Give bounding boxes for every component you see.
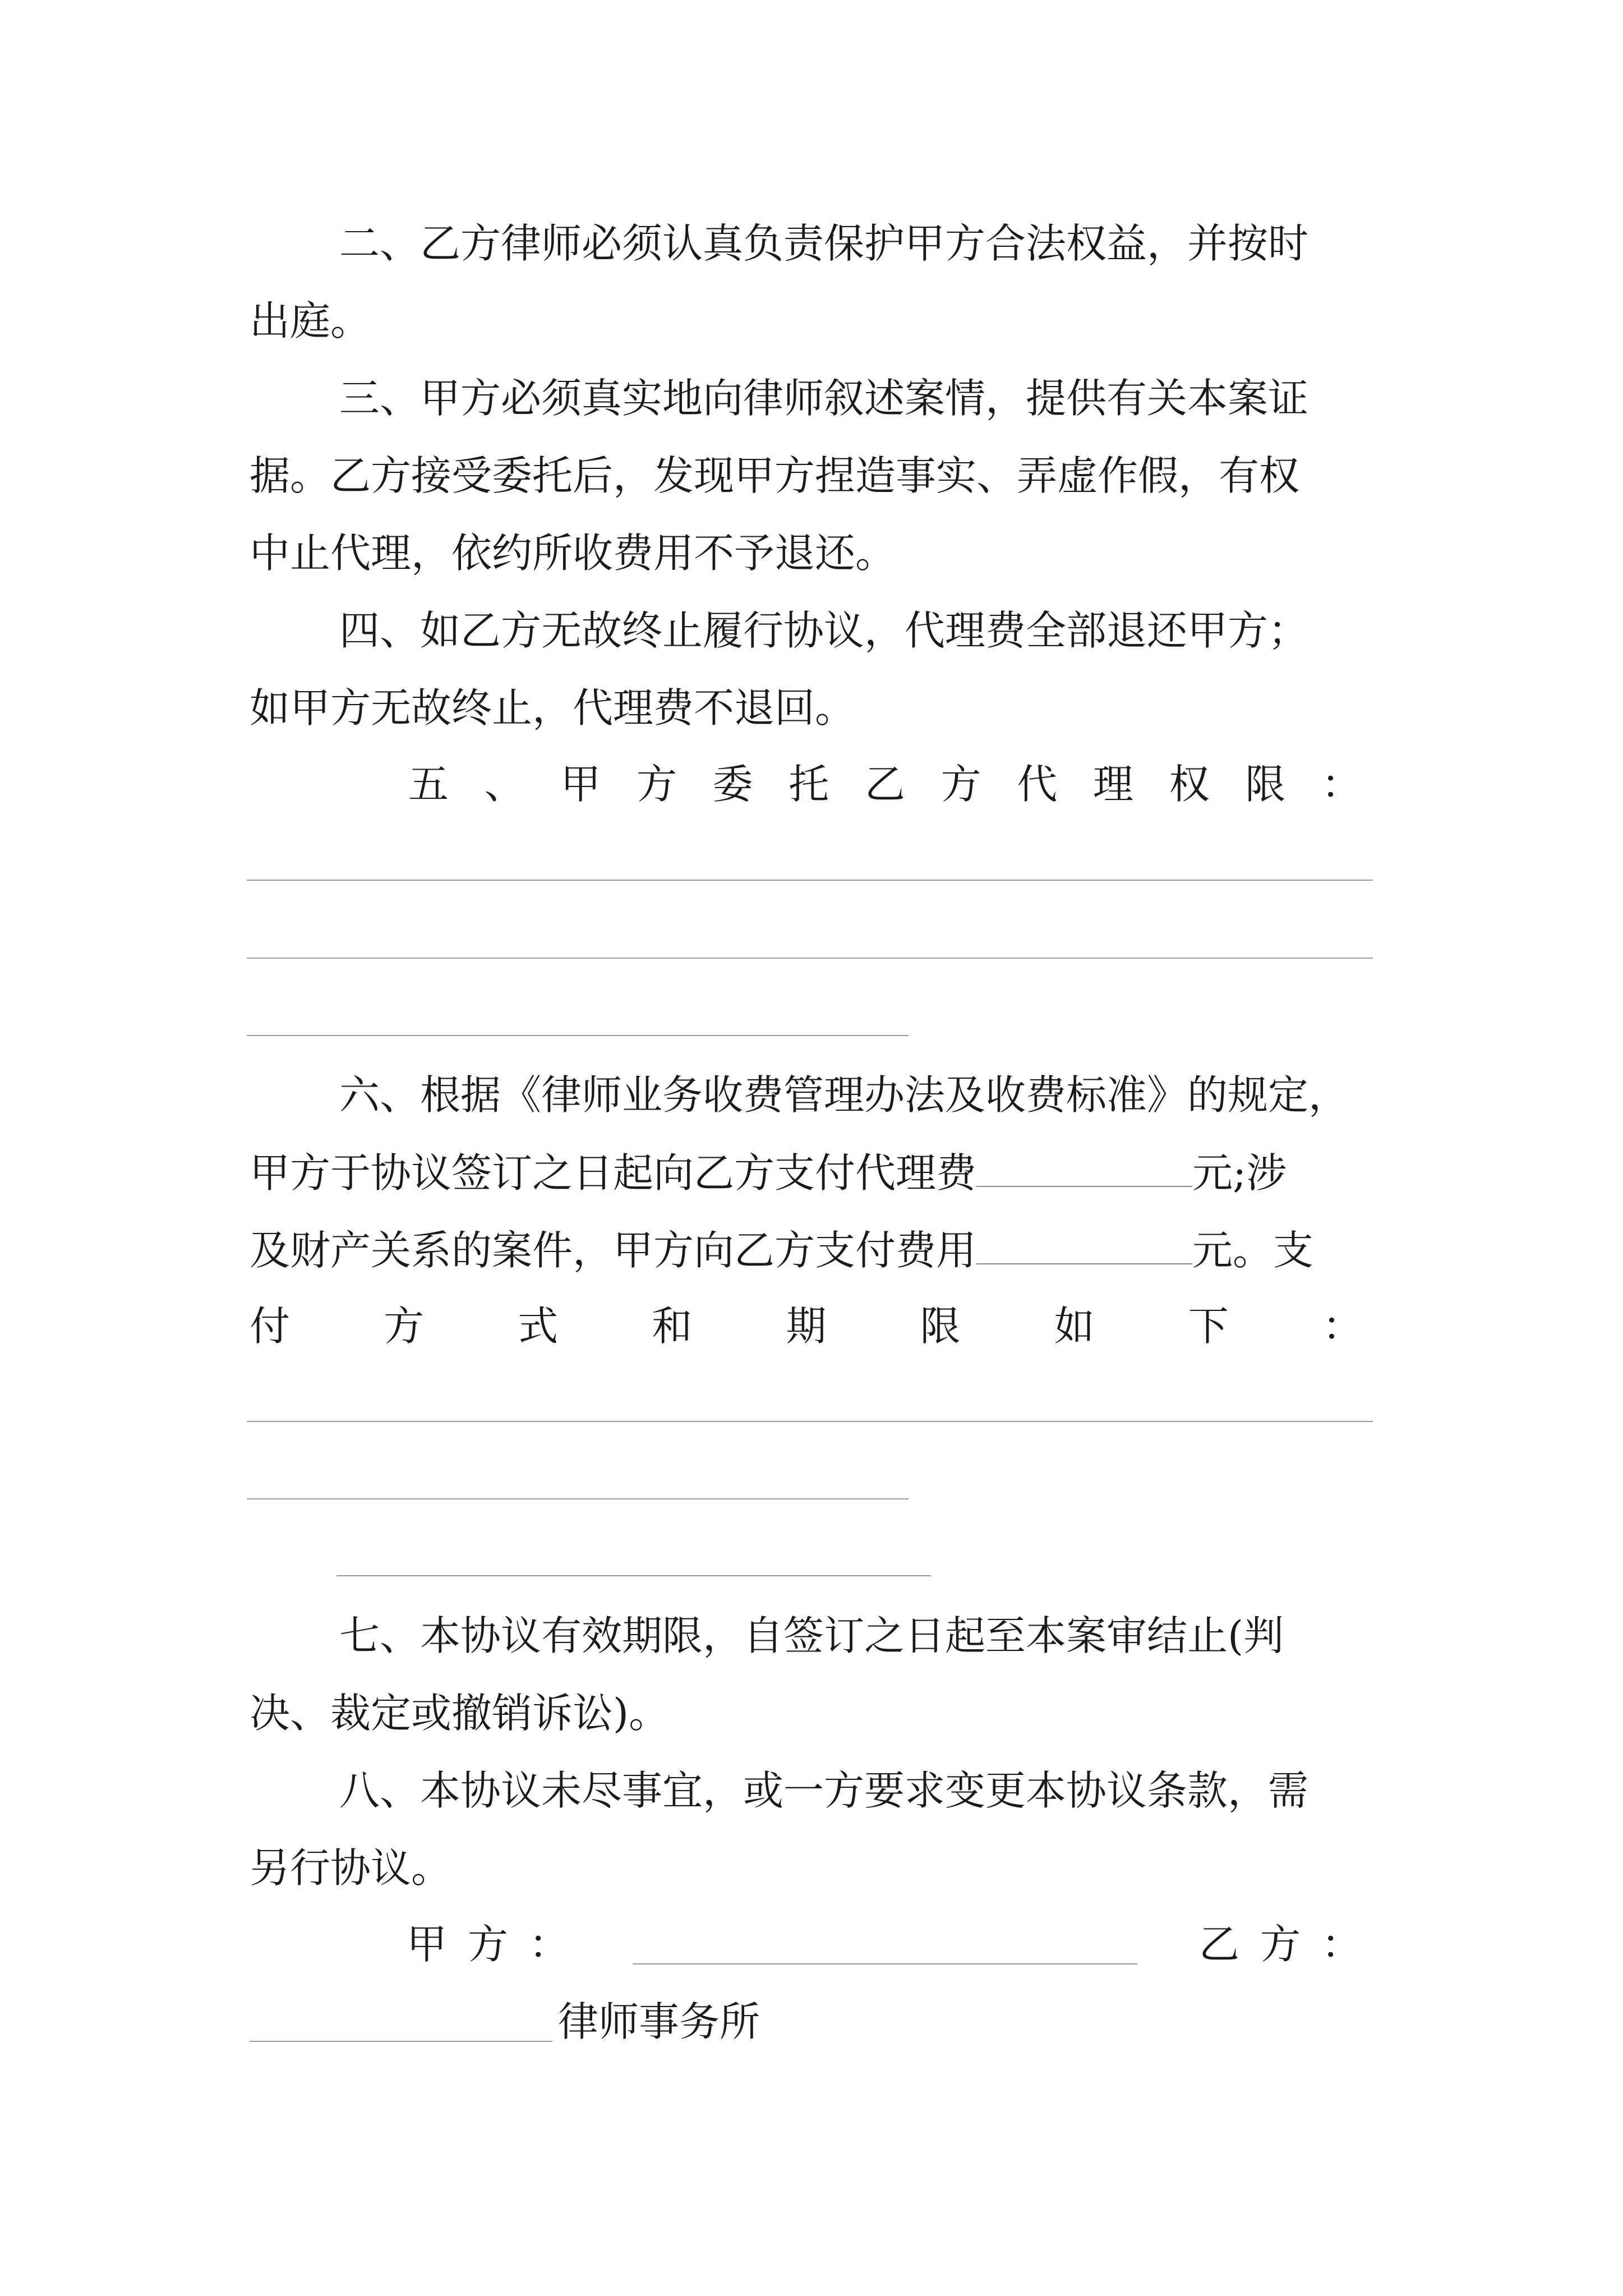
clause-5-char: 、 — [484, 761, 525, 808]
clause-3-line-1: 三、甲方必须真实地向律师叙述案情，提供有关本案证 — [339, 375, 1309, 422]
clause-5-char: 委 — [712, 761, 753, 808]
clause-5-char: 代 — [1017, 761, 1058, 808]
authority-blank-line-3[interactable] — [247, 1035, 909, 1036]
clause-6-text: 元;涉 — [1192, 1149, 1287, 1197]
clause-6-char: ： — [1322, 1303, 1363, 1350]
payment-blank-line-2[interactable] — [247, 1498, 909, 1499]
clause-6-line-1: 六、根据《律师业务收费管理办法及收费标准》的规定， — [339, 1071, 1349, 1119]
clause-3-line-2: 据。乙方接受委托后，发现甲方捏造事实、弄虚作假，有权 — [250, 452, 1300, 499]
payment-blank-line-3[interactable] — [336, 1575, 931, 1576]
clause-5-char: ： — [1321, 761, 1362, 808]
clause-6-char: 如 — [1054, 1303, 1095, 1350]
clause-2-line-2: 出庭。 — [250, 297, 371, 344]
clause-6-char: 式 — [518, 1303, 559, 1350]
clause-6-text: 甲方于协议签订之日起向乙方支付代理费 — [250, 1149, 977, 1197]
party-a-signature-blank[interactable] — [633, 1963, 1137, 1964]
party-b-char: ： — [1321, 1921, 1362, 1968]
clause-5-char: 五 — [408, 761, 449, 808]
party-a-char: ： — [528, 1921, 569, 1968]
clause-5-char: 方 — [940, 761, 981, 808]
clause-7-line-1: 七、本协议有效期限，自签订之日起至本案审结止(判 — [339, 1612, 1284, 1659]
clause-8-line-1: 八、本协议未尽事宜，或一方要求变更本协议条款，需 — [339, 1767, 1309, 1814]
clause-6-char: 限 — [920, 1303, 961, 1350]
clause-5-char: 乙 — [864, 761, 905, 808]
party-b-char: 乙 — [1199, 1921, 1240, 1968]
clause-7-line-2: 决、裁定或撤销诉讼)。 — [250, 1690, 670, 1737]
law-firm-name-blank[interactable] — [250, 2041, 552, 2042]
authority-blank-line-2[interactable] — [247, 958, 1373, 959]
clause-6-char: 期 — [786, 1303, 827, 1350]
clause-6-char: 下 — [1188, 1303, 1229, 1350]
clause-5-char: 限 — [1245, 761, 1286, 808]
clause-6-char: 方 — [384, 1303, 425, 1350]
clause-6-line-2 — [250, 1149, 1287, 1197]
clause-6-char: 和 — [652, 1303, 693, 1350]
clause-3-line-3: 中止代理，依约所收费用不予退还。 — [250, 530, 896, 577]
payment-blank-line-1[interactable] — [247, 1421, 1373, 1422]
clause-5-heading — [408, 761, 1362, 808]
clause-5-char: 托 — [789, 761, 829, 808]
clause-4-line-2: 如甲方无故终止，代理费不退回。 — [250, 684, 856, 731]
property-fee-blank[interactable] — [976, 1230, 1192, 1264]
clause-6-line-4 — [250, 1303, 1363, 1350]
clause-5-char: 理 — [1092, 761, 1133, 808]
party-b-char: 方 — [1260, 1921, 1301, 1968]
clause-2-line-1: 二、乙方律师必须认真负责保护甲方合法权益，并按时 — [339, 220, 1309, 267]
party-a-char: 方 — [467, 1921, 508, 1968]
clause-6-text: 元。支 — [1192, 1227, 1314, 1274]
party-a-label — [407, 1921, 569, 1968]
clause-8-line-2: 另行协议。 — [250, 1844, 452, 1892]
clause-6-line-3 — [250, 1227, 1314, 1274]
law-firm-suffix: 律师事务所 — [558, 1998, 760, 2045]
clause-5-char: 甲 — [560, 761, 601, 808]
clause-5-char: 方 — [636, 761, 677, 808]
clause-6-char: 付 — [250, 1303, 291, 1350]
clause-4-line-1: 四、如乙方无故终止履行协议，代理费全部退还甲方； — [339, 607, 1309, 654]
party-a-char: 甲 — [407, 1921, 448, 1968]
clause-6-text: 及财产关系的案件，甲方向乙方支付费用 — [250, 1227, 977, 1274]
party-b-label — [1199, 1921, 1362, 1968]
authority-blank-line-1[interactable] — [247, 880, 1373, 881]
agency-fee-blank[interactable] — [976, 1152, 1192, 1187]
clause-5-char: 权 — [1169, 761, 1210, 808]
